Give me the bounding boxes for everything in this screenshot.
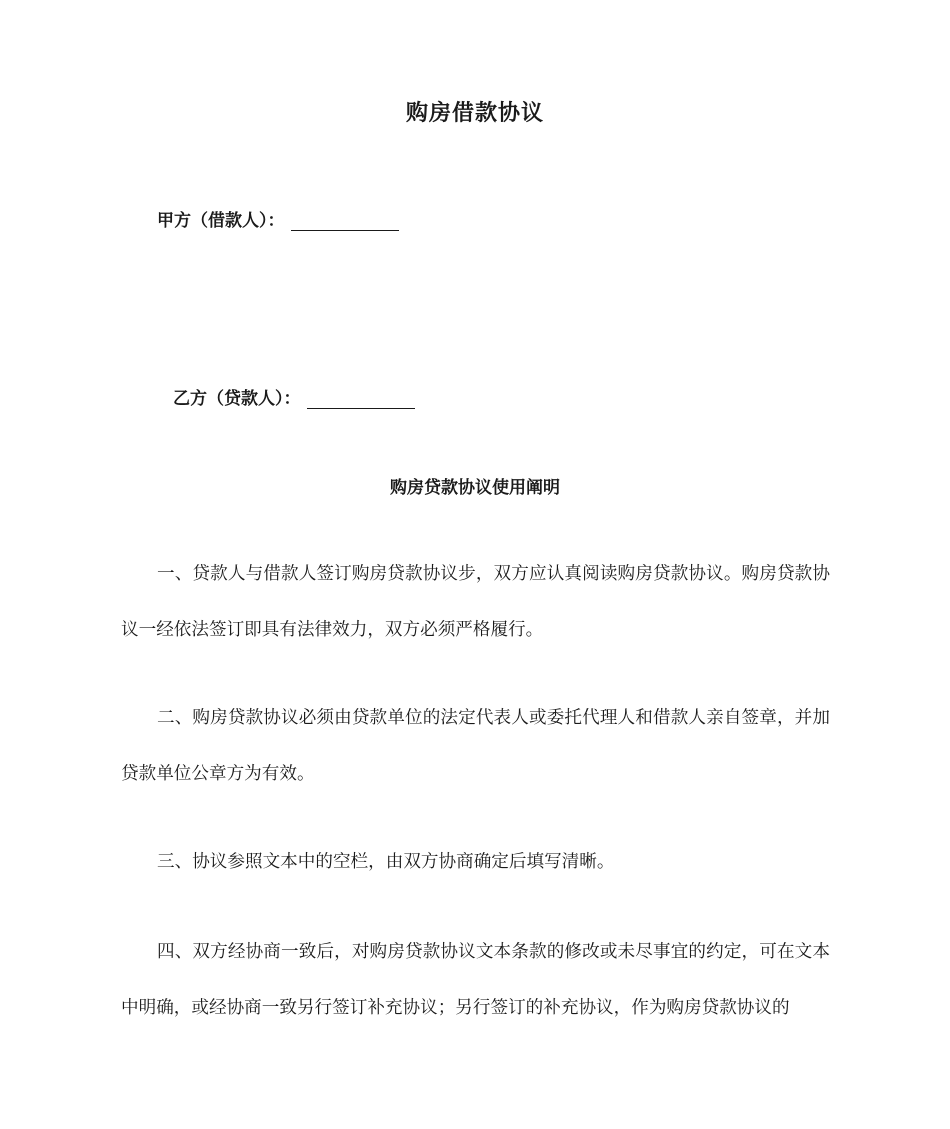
paragraph-3: 三、协议参照文本中的空栏，由双方协商确定后填写清晰。 xyxy=(157,852,615,872)
document-title: 购房借款协议 xyxy=(405,101,544,126)
party-b-line xyxy=(173,384,415,409)
paragraph-1: 一、贷款人与借款人签订购房贷款协议步，双方应认真阅读购房贷款协议。购房贷款协议一经依法签订即具有法律效力，双方必须严格履行。 xyxy=(121,564,830,640)
section-heading: 购房贷款协议使用阐明 xyxy=(390,478,560,498)
paragraph-4: 四、双方经协商一致后，对购房贷款协议文本条款的修改或未尽事宜的约定，可在文本中明确，或经协商一致另行签订补充协议；另行签订的补充协议，作为购房贷款协议的 xyxy=(121,942,830,1018)
party-a-blank-field xyxy=(291,210,399,231)
party-b-blank-field xyxy=(307,388,415,409)
party-b-label: 乙方（贷款人）： xyxy=(173,389,301,409)
party-a-label: 甲方（借款人）： xyxy=(157,211,285,231)
party-a-line xyxy=(157,206,399,231)
paragraph-2: 二、购房贷款协议必须由贷款单位的法定代表人或委托代理人和借款人亲自签章，并加贷款单位公章方为有效。 xyxy=(121,708,830,784)
